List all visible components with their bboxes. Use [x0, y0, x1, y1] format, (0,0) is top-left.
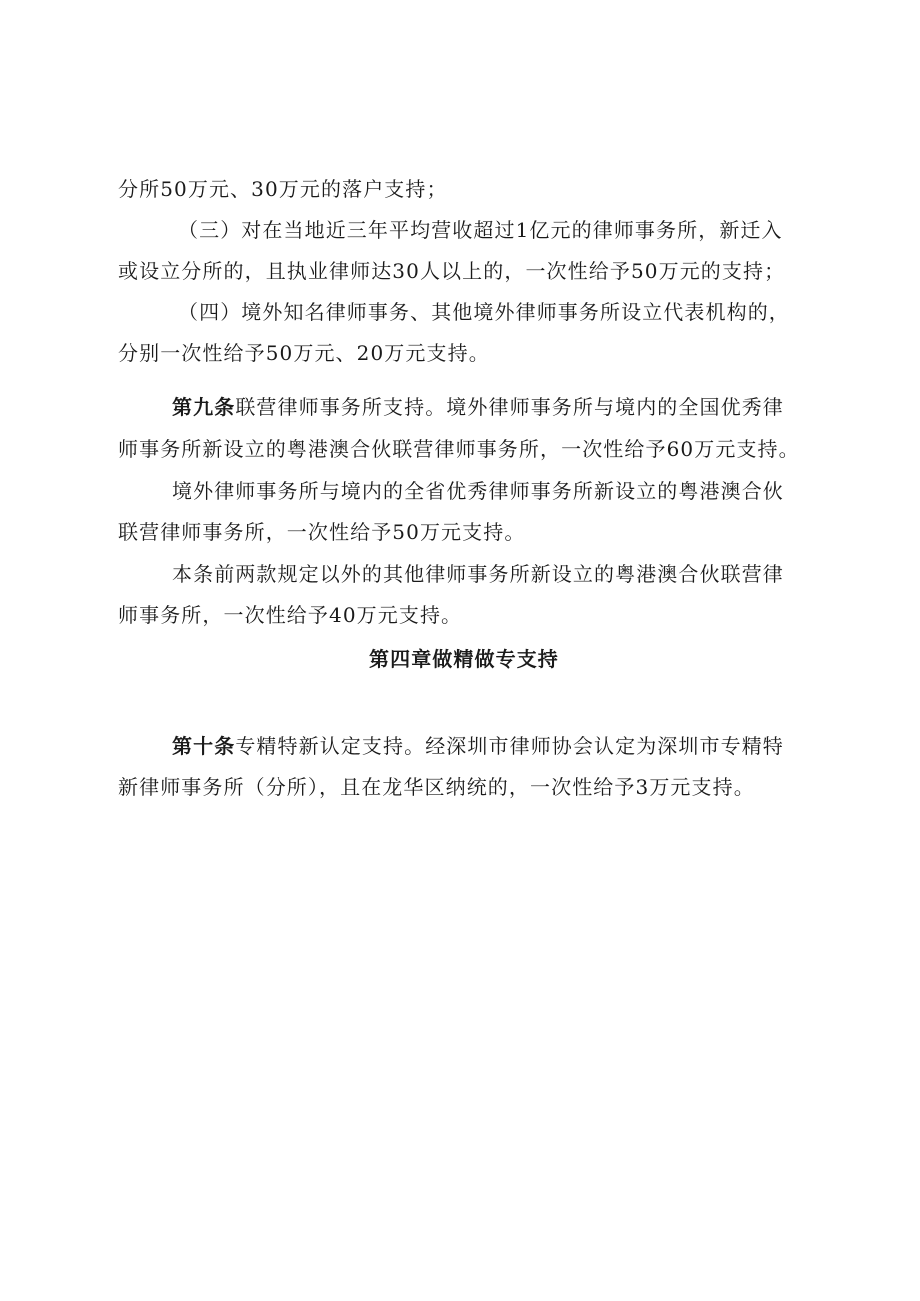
paragraph-line: 或设立分所的，且执业律师达30人以上的，一次性给予50万元的支持；	[118, 259, 786, 283]
article-10-line-1	[172, 732, 784, 760]
article-9-line-5: 本条前两款规定以外的其他律师事务所新设立的粤港澳合伙联营律	[172, 562, 784, 586]
article-10-label: 第十条	[172, 734, 236, 758]
article-9-text: 联营律师事务所支持。境外律师事务所与境内的全国优秀律	[235, 395, 784, 419]
paragraph-line: （三）对在当地近三年平均营收超过1亿元的律师事务所，新迁入	[178, 218, 783, 242]
article-9-label: 第九条	[172, 395, 236, 419]
chapter-4-title: 第四章做精做专支持	[369, 647, 559, 671]
article-9-line-1	[172, 393, 784, 421]
paragraph-line: （四）境外知名律师事务、其他境外律师事务所设立代表机构的，	[178, 300, 790, 324]
article-9-line-2: 师事务所新设立的粤港澳合伙联营律师事务所，一次性给予60万元支持。	[118, 437, 800, 461]
article-9-line-3: 境外律师事务所与境内的全省优秀律师事务所新设立的粤港澳合伙	[172, 479, 784, 503]
paragraph-line: 分别一次性给予50万元、20万元支持。	[118, 341, 490, 365]
article-10-text: 专精特新认定支持。经深圳市律师协会认定为深圳市专精特	[235, 734, 784, 758]
article-9-line-6: 师事务所，一次性给予40万元支持。	[118, 603, 463, 627]
paragraph-line: 分所50万元、30万元的落户支持；	[118, 177, 448, 201]
article-9-line-4: 联营律师事务所，一次性给予50万元支持。	[118, 520, 526, 544]
article-10-line-2: 新律师事务所（分所），且在龙华区纳统的，一次性给予3万元支持。	[118, 775, 755, 799]
